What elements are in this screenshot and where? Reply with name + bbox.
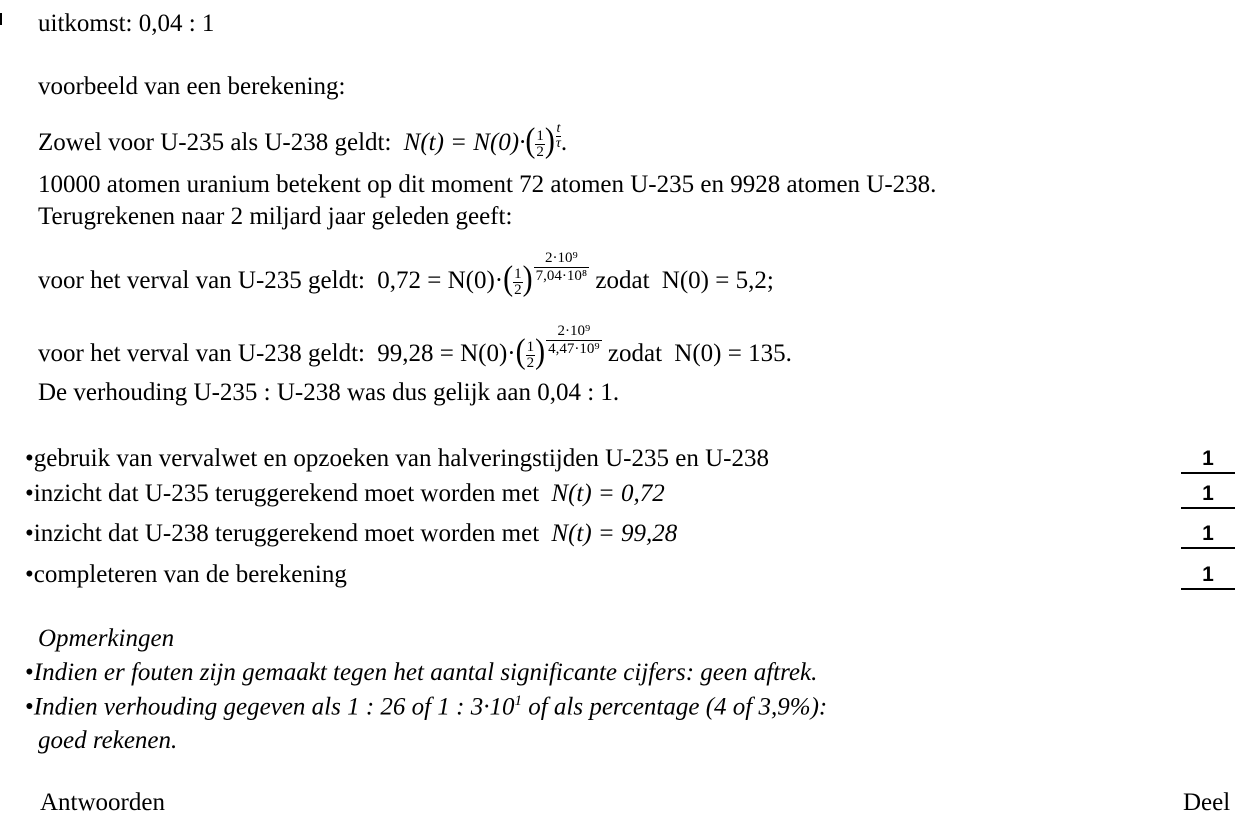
u235-result: N(0) = 5,2; — [661, 267, 774, 294]
zowel-formula: N(t) = N(0)· — [403, 129, 526, 156]
half-den: 2 — [536, 143, 544, 160]
u238-result: N(0) = 135. — [674, 340, 792, 367]
paren-close: ) — [544, 121, 555, 160]
u238-zodat: zodat — [607, 340, 663, 367]
atomen-line: 10000 atomen uranium betekent op dit moment 72 atomen U-235 en 9928 atomen U-238. — [38, 171, 937, 198]
criterion-score: 1 — [1181, 448, 1235, 474]
criterion-text: completeren van de berekening — [33, 561, 347, 588]
opmerking-item — [25, 694, 827, 719]
terug-line: Terugrekenen naar 2 miljard jaar geleden geeft: — [38, 203, 513, 230]
criterion-row — [25, 562, 347, 587]
u235-exp-den: 7,04·10⁸ — [535, 268, 588, 284]
half-fraction — [535, 129, 545, 160]
u238-exp-num: 2·10⁹ — [557, 323, 591, 339]
paren-open: ( — [515, 332, 526, 371]
u235-zodat: zodat — [595, 267, 650, 294]
u235-lhs: 0,72 = N(0)· — [377, 267, 504, 294]
opmerking-sup: 1 — [514, 693, 522, 709]
opmerking-text: Indien er fouten zijn gemaakt tegen het aantal significante cijfers: geen aftrek. — [33, 659, 818, 686]
u238-exp-den: 4,47·10⁹ — [548, 341, 600, 357]
bullet: • — [25, 520, 34, 547]
half-num: 1 — [514, 265, 522, 282]
u235-exponent — [534, 251, 589, 284]
zowel-prefix: Zowel voor U-235 als U-238 geldt: — [38, 129, 392, 156]
half-den: 2 — [526, 354, 535, 371]
footer-left: Antwoorden — [40, 789, 165, 816]
half-fraction — [513, 267, 523, 298]
criterion-row — [25, 521, 677, 546]
bullet: • — [25, 561, 34, 588]
uitkomst: uitkomst: 0,04 : 1 — [38, 10, 215, 37]
u235-line — [38, 250, 774, 310]
exp-den: τ — [555, 136, 561, 151]
criterion-text: inzicht dat U-235 teruggerekend moet worden met — [33, 480, 540, 507]
bullet: • — [25, 480, 34, 507]
exp-num: t — [556, 121, 561, 136]
half-num: 1 — [536, 127, 544, 144]
u238-lhs: 99,28 = N(0)· — [377, 340, 516, 367]
criterion-score: 1 — [1181, 523, 1235, 549]
criterion-row — [25, 481, 665, 506]
checkbox-icon — [0, 13, 2, 25]
voorbeeld-heading: voorbeeld van een berekening: — [38, 73, 346, 100]
half-den: 2 — [514, 281, 522, 298]
half-fraction — [526, 340, 536, 371]
u235-exp-num: 2·10⁹ — [545, 250, 578, 266]
criterion-formula: N(t) = 99,28 — [551, 520, 678, 547]
paren-open: ( — [525, 121, 536, 160]
u238-prefix: voor het verval van U-238 geldt: — [38, 340, 365, 367]
criterion-text: gebruik van vervalwet en opzoeken van halveringstijden U-235 en U-238 — [33, 445, 769, 472]
bullet: • — [25, 445, 34, 472]
opmerking-continuation: goed rekenen. — [38, 727, 178, 754]
footer-right: Deel — [1183, 789, 1231, 816]
u235-prefix: voor het verval van U-235 geldt: — [38, 267, 365, 294]
opmerkingen-title: Opmerkingen — [38, 625, 175, 652]
opmerking-text-end: of als percentage (4 of 3,9%): — [521, 693, 828, 721]
criterion-score: 1 — [1181, 483, 1235, 509]
criterion-score: 1 — [1181, 564, 1235, 590]
conclusie-line: De verhouding U-235 : U-238 was dus gelijk aan 0,04 : 1. — [38, 379, 620, 406]
paren-close: ) — [535, 332, 546, 371]
criterion-row — [25, 446, 769, 471]
paren-close: ) — [522, 259, 533, 298]
zowel-line — [38, 121, 568, 169]
half-num: 1 — [526, 338, 535, 355]
bullet: • — [25, 693, 34, 721]
paren-open: ( — [503, 259, 514, 298]
u238-exponent — [546, 324, 601, 357]
criterion-formula: N(t) = 0,72 — [551, 480, 665, 507]
zowel-end: . — [560, 129, 568, 156]
criterion-text: inzicht dat U-238 teruggerekend moet worden met — [33, 520, 540, 547]
zowel-exponent — [556, 122, 561, 151]
opmerking-text: Indien verhouding gegeven als 1 : 26 of 1 : 3·10 — [33, 693, 515, 721]
bullet: • — [25, 659, 34, 686]
opmerking-item — [25, 660, 817, 685]
u238-line — [38, 323, 792, 383]
